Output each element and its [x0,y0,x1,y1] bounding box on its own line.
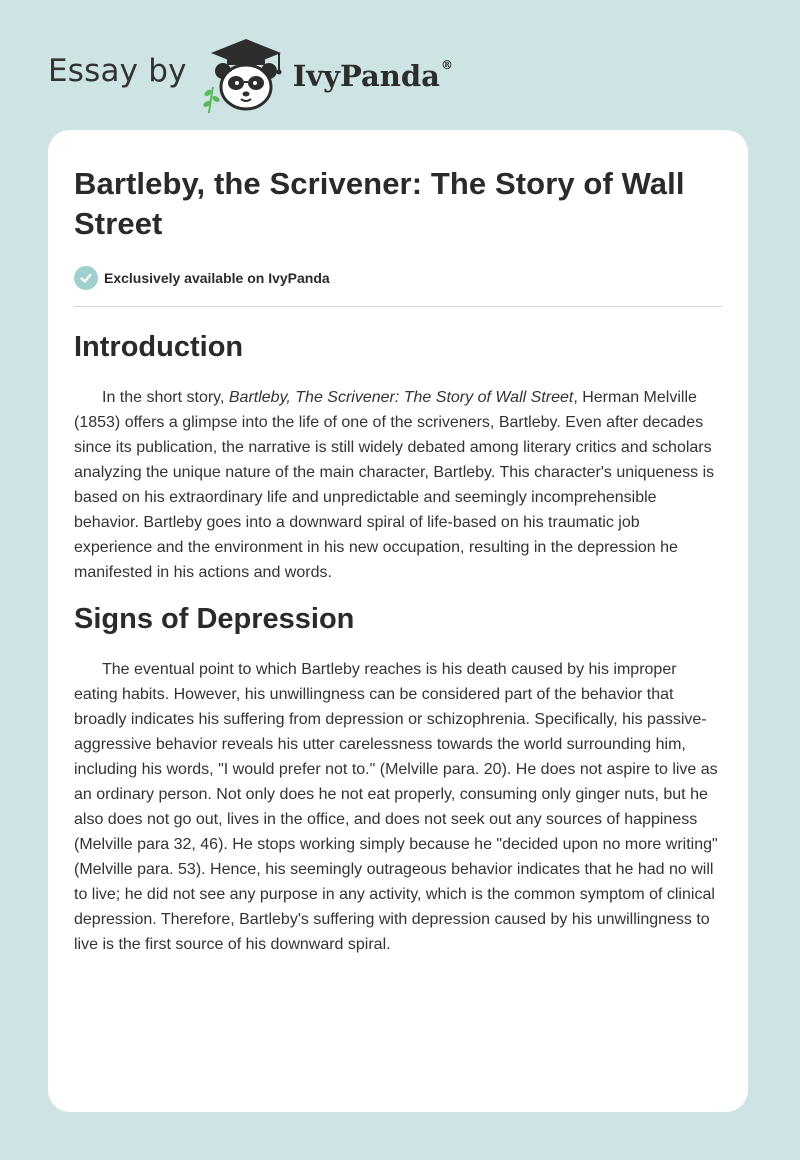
panda-graduate-logo-icon[interactable] [201,35,287,113]
check-icon [74,266,98,290]
brand-name[interactable]: IvyPanda® [292,58,453,93]
exclusive-badge [74,264,722,292]
essay-by-label: Essay by [48,53,187,89]
introduction-paragraph: In the short story, Bartleby, The Scrivener: The Story of Wall Street, Herman Melville (1853) offers a glimpse into the life of one of the scriveners, Bartleby. Even after decades since its publication, the narrative is still widely debated among literary critics and scholars analyzing the unique nature of the main character, Bartleby. This character's uniqueness is based on his extraordinary life and unpredictable and seemingly incomprehensible behavior. Bartleby goes into a downward spiral of life-based on his traumatic job experience and the environment in his new occupation, resulting in the depression he manifested in his actions and words. [74,389,715,581]
section-heading-introduction: Introduction [74,331,244,363]
exclusive-text: Exclusively available on IvyPanda [104,270,330,286]
story-title-italic: Bartleby, The Scrivener: The Story of Wall Street [228,389,574,406]
page-title: Bartleby, the Scrivener: The Story of Wall Street [74,166,685,241]
section-heading-signs-of-depression: Signs of Depression [74,603,355,635]
registered-mark: ® [440,58,453,73]
divider [74,306,722,307]
site-header [48,34,453,114]
essay-card [48,130,748,1112]
signs-of-depression-paragraph: The eventual point to which Bartleby reaches is his death caused by his improper eating habits. However, his unwillingness can be considered part of the behavior that broadly indicates his suffering from depression or schizophrenia. Specifically, his passive-aggressive behavior reveals his utter carelessness towards the world surrounding him, including his words, "I would prefer not to." (Melville para. 20). He does not aspire to live as an ordinary person. Not only does he not eat properly, consuming only ginger nuts, but he also does not go out, lives in the office, and does not seek out any sources of happiness (Melville para 32, 46). He stops working simply because he "decided upon no more writing" (Melville para. 53). Hence, his seemingly outrageous behavior indicates that he had no will to live; he did not see any purpose in any activity, which is the common symptom of clinical depression. Therefore, Bartleby's suffering with depression caused by his unwillingness to live is the first source of his downward spiral. [74,661,718,953]
